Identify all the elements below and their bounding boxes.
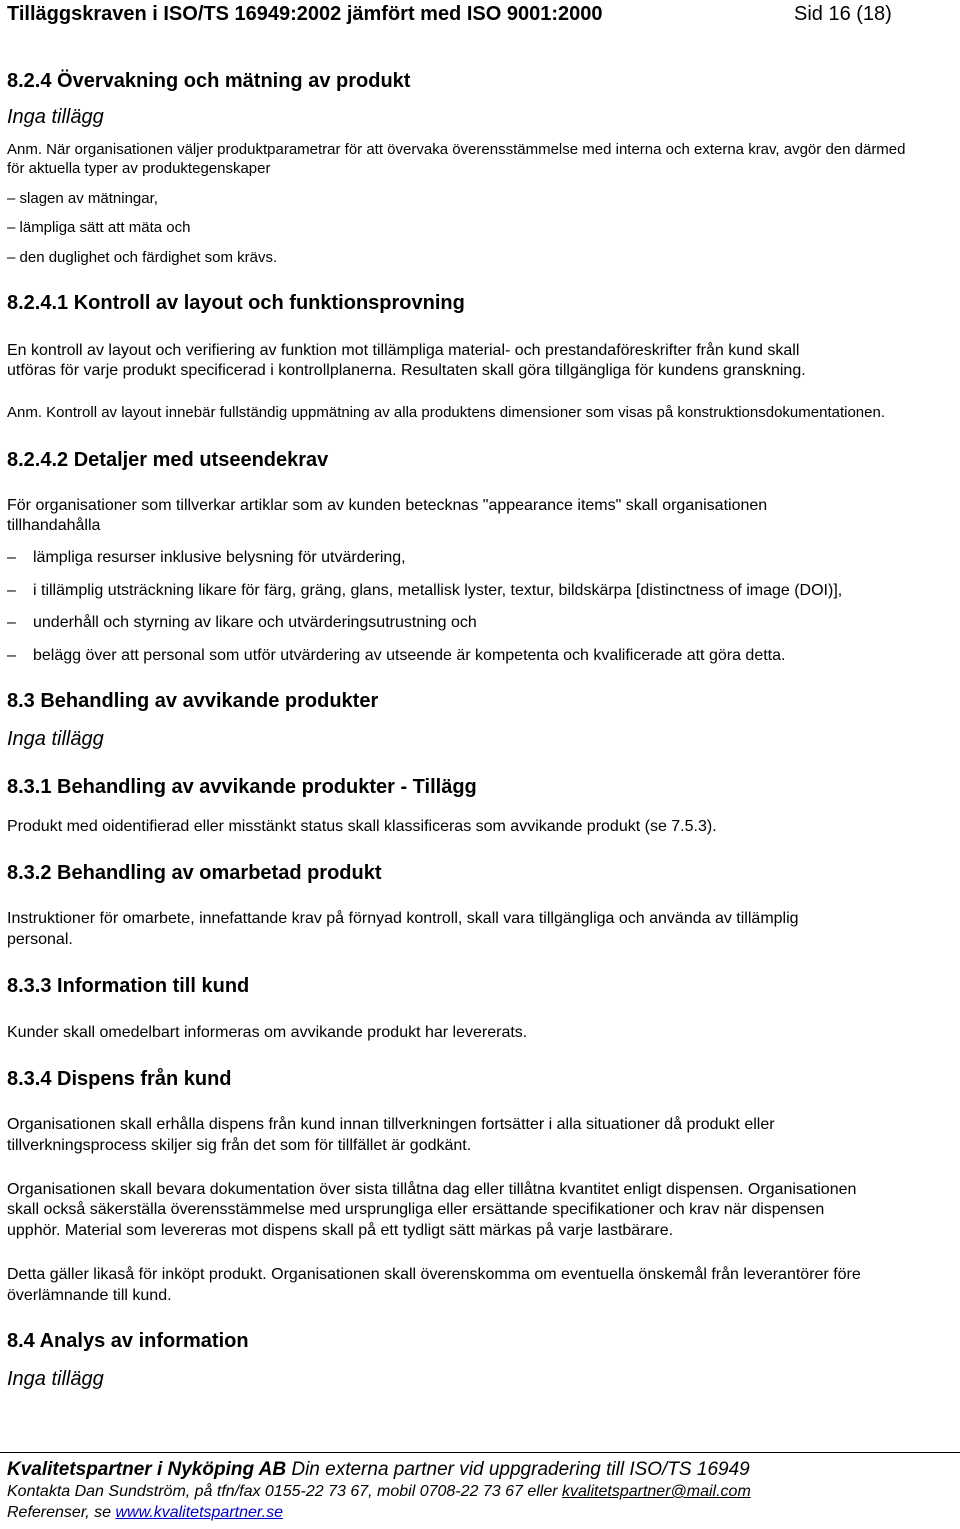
list-dash: – (7, 647, 16, 664)
footer-ref-label: Referenser, se (7, 1504, 116, 1521)
footer-line-2 (7, 1483, 751, 1501)
no-addition-note: Inga tillägg (7, 728, 104, 750)
paragraph-line: Kunder skall omedelbart informeras om avvikande produkt har levererats. (7, 1024, 528, 1041)
section-heading-8-3-2: 8.3.2 Behandling av omarbetad produkt (7, 862, 382, 884)
footer-email-link[interactable]: kvalitetspartner@mail.com (562, 1483, 751, 1500)
section-heading-8-3-3: 8.3.3 Information till kund (7, 975, 250, 997)
footer-divider (0, 1452, 960, 1453)
footer-tagline: Din externa partner vid uppgradering till ISO/TS 16949 (286, 1459, 750, 1480)
paragraph-line: Detta gäller likaså för inköpt produkt. Organisationen skall överenskomma om eventuella önskemål från leverantörer före (7, 1266, 861, 1283)
anm-note: Anm. Kontroll av layout innebär fullständig uppmätning av alla produktens dimensioner som visas på konstruktionsdokumentationen. (7, 404, 885, 421)
paragraph-line: tillverkningsprocess skiljer sig från det som för tillfället är godkänt. (7, 1137, 472, 1154)
list-item: underhåll och styrning av likare och utvärderingsutrustning och (33, 614, 477, 631)
paragraph-line: Organisationen skall bevara dokumentation över sista tillåtna dag eller tillåtna kvantitet enligt dispensen. Organisationen (7, 1181, 857, 1198)
list-item: belägg över att personal som utför utvärdering av utseende är kompetenta och kvalificerade att göra detta. (33, 647, 786, 664)
list-item: – den duglighet och färdighet som krävs. (7, 249, 278, 266)
section-heading-8-2-4-1: 8.2.4.1 Kontroll av layout och funktionsprovning (7, 292, 465, 314)
anm-line-2: för aktuella typer av produktegenskaper (7, 160, 271, 177)
section-heading-8-3: 8.3 Behandling av avvikande produkter (7, 690, 379, 712)
list-dash: – (7, 582, 16, 599)
footer-web-link[interactable]: www.kvalitetspartner.se (115, 1504, 283, 1521)
footer-company: Kvalitetspartner i Nyköping AB (7, 1459, 287, 1480)
paragraph-line: En kontroll av layout och verifiering av funktion mot tillämpliga material- och prestandaföreskrifter från kund skall (7, 342, 800, 359)
paragraph-line: Organisationen skall erhålla dispens från kund innan tillverkningen fortsätter i alla situationer då produkt eller (7, 1116, 775, 1133)
footer-line-1 (7, 1459, 750, 1481)
paragraph-line: tillhandahålla (7, 517, 101, 534)
no-addition-note: Inga tillägg (7, 106, 104, 128)
section-heading-8-4: 8.4 Analys av information (7, 1330, 249, 1352)
list-item: lämpliga resurser inklusive belysning för utvärdering, (33, 549, 406, 566)
section-heading-8-2-4-2: 8.2.4.2 Detaljer med utseendekrav (7, 449, 329, 471)
footer-contact: Kontakta Dan Sundström, på tfn/fax 0155-22 73 67, mobil 0708-22 73 67 eller (7, 1483, 563, 1500)
paragraph-line: överlämnande till kund. (7, 1287, 172, 1304)
list-item: – slagen av mätningar, (7, 190, 158, 207)
paragraph-line: Produkt med oidentifierad eller misstänkt status skall klassificeras som avvikande produkt (se 7.5.3). (7, 818, 717, 835)
list-dash: – (7, 549, 16, 566)
list-dash: – (7, 614, 16, 631)
list-item: – lämpliga sätt att mäta och (7, 219, 191, 236)
paragraph-line: För organisationer som tillverkar artiklar som av kunden betecknas "appearance items" skall organisationen (7, 497, 768, 514)
footer-line-3 (7, 1504, 283, 1522)
paragraph-line: skall också säkerställa överensstämmelse med ursprungliga eller ersättande specifikationer och krav när dispensen (7, 1201, 825, 1218)
page-number: Sid 16 (18) (794, 3, 892, 25)
paragraph-line: utföras för varje produkt specificerad i kontrollplanerna. Resultaten skall göra tillgängliga för kundens granskning. (7, 362, 806, 379)
paragraph-line: Instruktioner för omarbete, innefattande krav på förnyad kontroll, skall vara tillgängliga och använda av tillämplig (7, 910, 799, 927)
section-heading-8-3-4: 8.3.4 Dispens från kund (7, 1068, 232, 1090)
list-item: i tillämplig utsträckning likare för färg, gräng, glans, metallisk lyster, textur, bildskärpa [distinctness of image (DOI)], (33, 582, 843, 599)
section-heading-8-2-4: 8.2.4 Övervakning och mätning av produkt (7, 70, 411, 92)
paragraph-line: upphör. Material som levereras mot dispens skall på ett tydligt sätt märkas på varje lastbärare. (7, 1222, 674, 1239)
section-heading-8-3-1: 8.3.1 Behandling av avvikande produkter - Tillägg (7, 776, 477, 798)
no-addition-note: Inga tillägg (7, 1368, 104, 1390)
document-title: Tilläggskraven i ISO/TS 16949:2002 jämfört med ISO 9001:2000 (7, 3, 603, 25)
anm-line-1: Anm. När organisationen väljer produktparametrar för att övervaka överensstämmelse med interna och externa krav, avgör den därmed (7, 141, 906, 158)
paragraph-line: personal. (7, 931, 73, 948)
